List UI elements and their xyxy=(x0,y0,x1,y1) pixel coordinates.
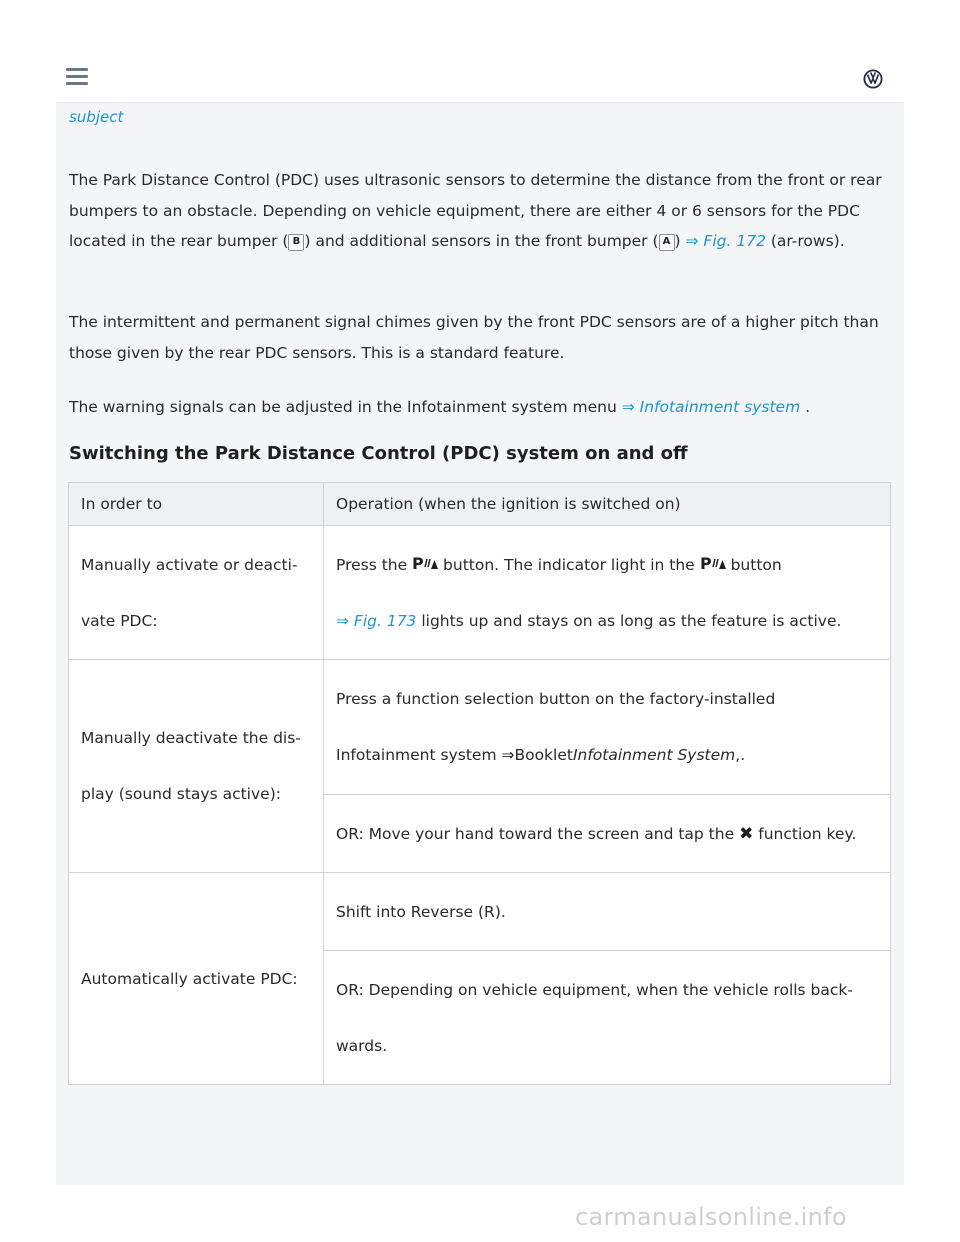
table-row xyxy=(69,873,891,951)
table-cell-operation xyxy=(324,795,891,873)
table-header-in-order-to: In order to xyxy=(69,483,324,526)
table-cell-label xyxy=(69,526,324,660)
document-content xyxy=(56,103,904,1185)
intro-text-4: (ar-rows). xyxy=(770,232,845,250)
row2-op1-line2 xyxy=(336,727,878,783)
fig-173-link[interactable]: ⇒ Fig. 173 xyxy=(336,611,417,630)
pdc-button-icon xyxy=(700,554,726,572)
row3-op2-line2: wards. xyxy=(336,1036,388,1055)
intro-text-2: ) and additional sensors in the front bumper ( xyxy=(304,232,659,250)
row1-op-text-a: Press the xyxy=(336,555,408,574)
front-bumper-key-a: A xyxy=(659,234,675,251)
close-icon: ✖ xyxy=(739,823,754,844)
row2-op2-text-a: OR: Move your hand toward the screen and tap the xyxy=(336,824,735,843)
table-row xyxy=(69,526,891,660)
watermark-text: carmanualsonline.info xyxy=(575,1203,847,1231)
intro-text-5: The warning signals can be adjusted in the Infotainment system menu xyxy=(69,398,617,416)
table-header-row xyxy=(69,483,891,526)
operation-table xyxy=(68,482,891,1085)
row1-op-text-d: lights up and stays on as long as the feature is active. xyxy=(421,611,842,630)
svg-text:P: P xyxy=(699,553,712,572)
hamburger-icon[interactable] xyxy=(66,68,88,85)
intro-paragraph-warning-signals xyxy=(69,392,884,423)
vw-logo-icon[interactable] xyxy=(863,69,883,89)
row1-label-line2: vate PDC: xyxy=(81,611,158,630)
table-cell-operation xyxy=(324,526,891,660)
top-navigation-bar xyxy=(56,55,904,103)
row1-label-line1: Manually activate or deacti- xyxy=(81,555,298,574)
booklet-infotainment-title: Infotainment System xyxy=(572,746,736,764)
intro-paragraph-chimes: The intermittent and permanent signal chimes given by the front PDC sensors are of a higher pitch than those given by the rear PDC sensors. This is a standard feature. xyxy=(69,313,879,362)
row1-op-line1 xyxy=(336,537,878,593)
intro-text-6: . xyxy=(805,398,811,416)
row2-op1-text-c: ,. xyxy=(735,746,746,764)
pdc-button-icon xyxy=(412,554,438,572)
row2-op1-line1: Press a function selection button on the factory-installed xyxy=(336,690,776,708)
table-header-operation: Operation (when the ignition is switched on) xyxy=(324,483,891,526)
table-cell-label xyxy=(69,660,324,873)
rear-bumper-key-b: B xyxy=(288,234,304,251)
row2-op2-text-b: function key. xyxy=(758,824,857,843)
row3-op2-line1: OR: Depending on vehicle equipment, when the vehicle rolls back- xyxy=(336,980,853,999)
row1-op-line2 xyxy=(336,593,878,649)
intro-paragraph-sensors xyxy=(69,165,884,257)
section-title: Switching the Park Distance Control (PDC) system on and off xyxy=(69,443,688,464)
intro-text-3: ) xyxy=(674,232,681,250)
row2-label-line2: play (sound stays active): xyxy=(81,785,281,803)
table-cell-label: Automatically activate PDC: xyxy=(69,873,324,1085)
row1-op-text-c: button xyxy=(730,555,782,574)
table-cell-operation xyxy=(324,951,891,1085)
table-cell-operation: Shift into Reverse (R). xyxy=(324,873,891,951)
subject-label: subject xyxy=(69,108,124,126)
fig-172-link[interactable]: ⇒ Fig. 172 xyxy=(685,232,766,250)
svg-text:P: P xyxy=(412,553,424,572)
row2-op1-text-a: Infotainment system ⇒Booklet xyxy=(336,746,573,764)
row2-label-line1: Manually deactivate the dis- xyxy=(81,729,301,747)
intro-text-1: The Park Distance Control (PDC) uses ultrasonic sensors to determine the distance from the front or rear bumpers to an obstacle. Depending on vehicle equipment, there are either 4 or 6 sensors for the PDC located in the rear bumper ( xyxy=(69,171,882,250)
table-row xyxy=(69,660,891,795)
row1-op-text-b: button. The indicator light in the xyxy=(443,555,695,574)
table-cell-operation xyxy=(324,660,891,795)
infotainment-system-link[interactable]: ⇒ Infotainment system xyxy=(621,398,801,416)
